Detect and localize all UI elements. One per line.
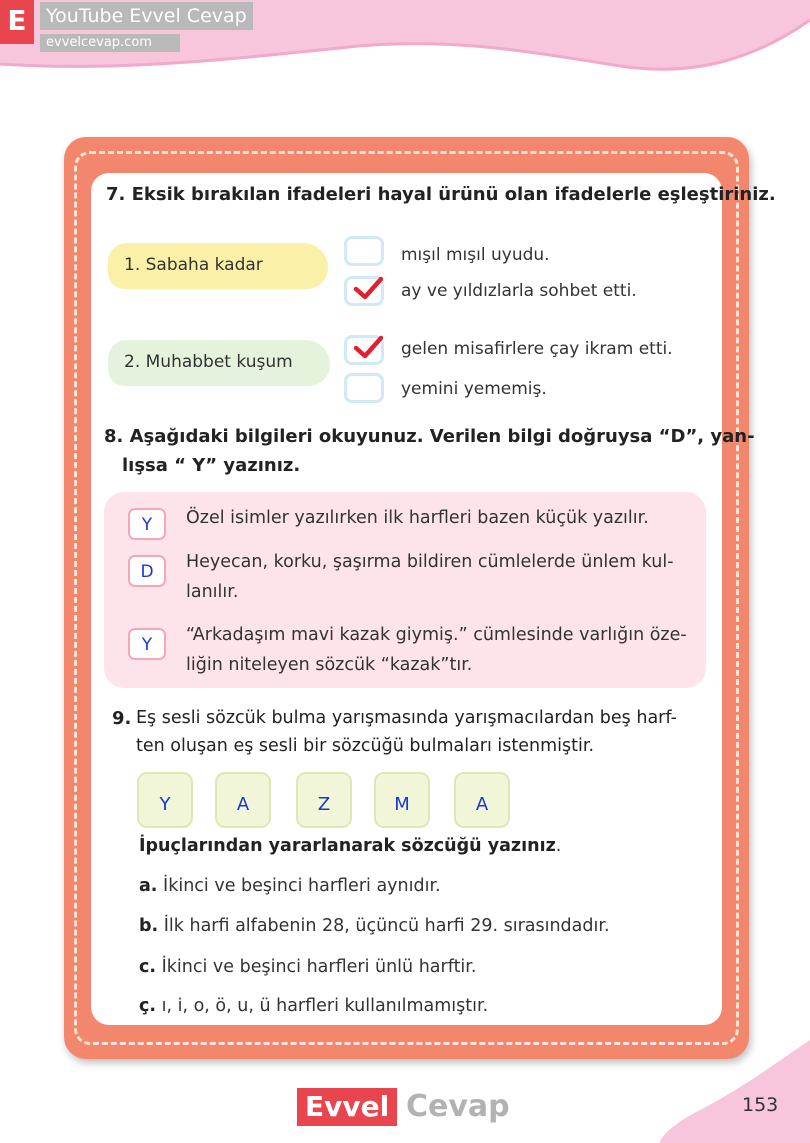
- q8-statement-1-line1: Özel isimler yazılırken ilk harfleri bazen küçük yazılır.: [186, 508, 649, 528]
- q8-answer-box-2[interactable]: D: [128, 555, 166, 587]
- q9-clue-b-text: İlk harfi alfabenin 28, üçüncü harfi 29. sırasındadır.: [163, 916, 610, 936]
- q9-clue-c: [139, 957, 476, 977]
- q9-clue-ç: [139, 996, 488, 1016]
- q9-number: 9.: [112, 708, 132, 729]
- q9-instruction-text: İpuçlarından yararlanarak sözcüğü yazınız: [139, 836, 556, 856]
- q9-instruction-period: .: [555, 836, 562, 856]
- footer-logo-cevap: Cevap: [406, 1089, 510, 1124]
- footer-logo-evvel: Evvel: [297, 1088, 397, 1126]
- q9-text-line2: ten oluşan eş sesli bir sözcüğü bulmaları istenmiştir.: [136, 736, 595, 756]
- q9-letter-box-3[interactable]: Z: [296, 772, 352, 828]
- q9-clue-a-text: İkinci ve beşinci harfleri aynıdır.: [163, 876, 441, 896]
- checkmark-icon: [353, 334, 383, 362]
- page-number: 153: [742, 1094, 779, 1116]
- q9-letter-box-4[interactable]: M: [374, 772, 430, 828]
- q7-left-item-1: 1. Sabaha kadar: [108, 243, 328, 289]
- q7-checkbox-3[interactable]: [344, 335, 384, 365]
- q8-statement-3-line2: liğin niteleyen sözcük “kazak”tır.: [186, 655, 473, 675]
- q7-option-3: gelen misafirlere çay ikram etti.: [401, 339, 673, 359]
- checkmark-icon: [353, 275, 383, 303]
- q9-clue-b: [139, 916, 610, 936]
- brand-logo-letter: E: [0, 0, 34, 44]
- q7-checkbox-4[interactable]: [344, 373, 384, 403]
- q9-clue-c-text: İkinci ve beşinci harfleri ünlü harftir.: [161, 957, 477, 977]
- q9-instruction: [139, 836, 561, 856]
- q9-clue-ç-text: ı, i, o, ö, u, ü harfleri kullanılmamıştır.: [161, 996, 489, 1016]
- q7-left-item-2: 2. Muhabbet kuşum: [108, 340, 330, 386]
- q8-statement-3-line1: “Arkadaşım mavi kazak giymiş.” cümlesinde varlığın öze-: [186, 625, 687, 645]
- q7-option-2: ay ve yıldızlarla sohbet etti.: [401, 281, 637, 301]
- q9-letter-box-2[interactable]: A: [215, 772, 271, 828]
- q7-checkbox-2[interactable]: [344, 276, 384, 306]
- q8-statement-2-line2: lanılır.: [186, 582, 239, 602]
- q9-clue-a: [139, 876, 441, 896]
- brand-site-url: evvelcevap.com: [40, 34, 180, 52]
- q9-text-line1: Eş sesli sözcük bulma yarışmasında yarışmacılardan beş harf-: [136, 708, 677, 728]
- q8-heading-line2: lışsa “ Y” yazınız.: [122, 455, 301, 476]
- q7-option-4: yemini yememiş.: [401, 379, 547, 399]
- q7-option-1: mışıl mışıl uyudu.: [401, 245, 550, 265]
- q9-clue-b-label: b.: [139, 916, 159, 936]
- q7-checkbox-1[interactable]: [344, 236, 384, 266]
- q8-statement-2-line1: Heyecan, korku, şaşırma bildiren cümlelerde ünlem kul-: [186, 552, 674, 572]
- q8-answer-box-3[interactable]: Y: [128, 628, 166, 660]
- footer-wave: [660, 1040, 810, 1143]
- q8-heading-line1: 8. Aşağıdaki bilgileri okuyunuz. Verilen bilgi doğruysa “D”, yan-: [104, 426, 755, 447]
- q9-clue-c-label: c.: [139, 957, 157, 977]
- brand-channel-name: YouTube Evvel Cevap: [40, 2, 253, 30]
- q9-clue-a-label: a.: [139, 876, 158, 896]
- q9-letter-box-1[interactable]: Y: [137, 772, 193, 828]
- q9-letter-box-5[interactable]: A: [454, 772, 510, 828]
- q8-answer-box-1[interactable]: Y: [128, 508, 166, 540]
- q9-clue-ç-label: ç.: [139, 996, 157, 1016]
- q7-heading: 7. Eksik bırakılan ifadeleri hayal ürünü olan ifadelerle eşleştiriniz.: [106, 184, 776, 205]
